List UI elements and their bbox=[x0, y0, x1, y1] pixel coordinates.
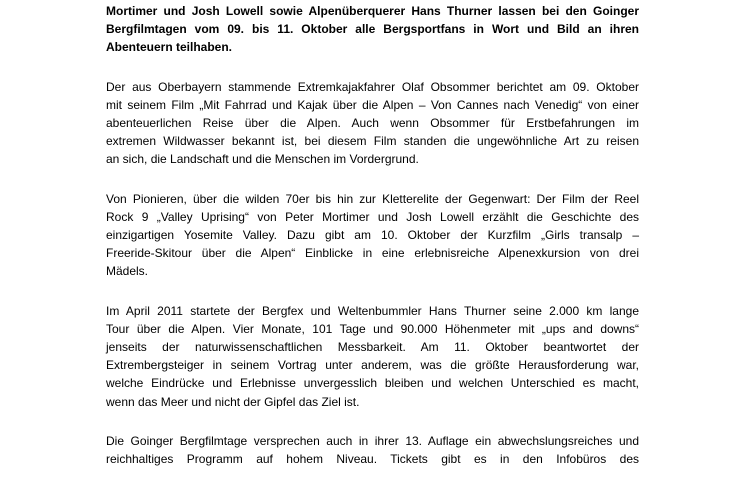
document-page bbox=[106, 0, 639, 489]
text-line: Mortimer und Josh Lowell sowie Alpenüberquerer Hans Thurner lassen bei den Goinger bbox=[106, 4, 639, 18]
paragraph-obsommer bbox=[106, 78, 639, 169]
text-line: mit seinem Film „Mit Fahrrad und Kajak über die Alpen – Von Cannes nach Venedig“ von einer bbox=[106, 97, 639, 112]
text-line: Der aus Oberbayern stammende Extremkajakfahrer Olaf Obsommer berichtet am 09. Oktober bbox=[106, 79, 639, 94]
text-line: Abenteuern teilhaben. bbox=[106, 40, 233, 55]
paragraph-reel-rock bbox=[106, 190, 639, 281]
text-line: welche Eindrücke und Erlebnisse unvergesslich bleiben und welchen Unterschied es macht, bbox=[106, 376, 639, 391]
text-line: wenn das Meer und nicht der Gipfel das Ziel ist. bbox=[106, 394, 360, 409]
text-line: reichhaltiges Programm auf hohem Niveau. Tickets gibt es in den Infobüros des bbox=[106, 452, 639, 467]
text-line: Von Pionieren, über die wilden 70er bis hin zur Kletterelite der Gegenwart: Der Film der Reel bbox=[106, 191, 639, 206]
text-line: extremen Wildwasser bekannt ist, bei diesem Film standen die ungewöhnliche Art zu reisen bbox=[106, 134, 639, 149]
text-line: Bergfilmtagen vom 09. bis 11. Oktober alle Bergsportfans in Wort und Bild an ihren bbox=[106, 22, 639, 37]
text-line: Tour über die Alpen. Vier Monate, 101 Tage und 90.000 Höhenmeter mit „ups and downs“ bbox=[106, 321, 639, 336]
text-line: Mädels. bbox=[106, 264, 149, 279]
paragraph-programm bbox=[106, 432, 639, 468]
text-line: Die Goinger Bergfilmtage versprechen auch in ihrer 13. Auflage ein abwechslungsreiches und bbox=[106, 433, 639, 448]
text-line: an sich, die Landschaft und die Menschen im Vordergrund. bbox=[106, 152, 419, 167]
paragraph-thurner bbox=[106, 302, 639, 411]
text-line: Rock 9 „Valley Uprising“ von Peter Mortimer und Josh Lowell erzählt die Geschichte des bbox=[106, 209, 639, 224]
text-line: Im April 2011 startete der Bergfex und Weltenbummler Hans Thurner seine 2.000 km lange bbox=[106, 303, 639, 318]
text-line: Freeride-Skitour über die Alpen“ Einblicke in eine erlebnisreiche Alpenexkursion von drei bbox=[106, 246, 639, 261]
text-line: abenteuerlichen Reise über die Alpen. Auch wenn Obsommer für Erstbefahrungen im bbox=[106, 116, 639, 131]
text-line: einzigartigen Yosemite Valley. Dazu gibt am 10. Oktober der Kurzfilm „Girls transalp – bbox=[106, 228, 639, 243]
text-line: Extrembergsteiger in seinem Vortrag unter anderem, was die größte Herausforderung war, bbox=[106, 358, 639, 373]
lead-paragraph bbox=[106, 2, 639, 57]
text-line: jenseits der naturwissenschaftlichen Messbarkeit. Am 11. Oktober beantwortet der bbox=[106, 340, 639, 355]
